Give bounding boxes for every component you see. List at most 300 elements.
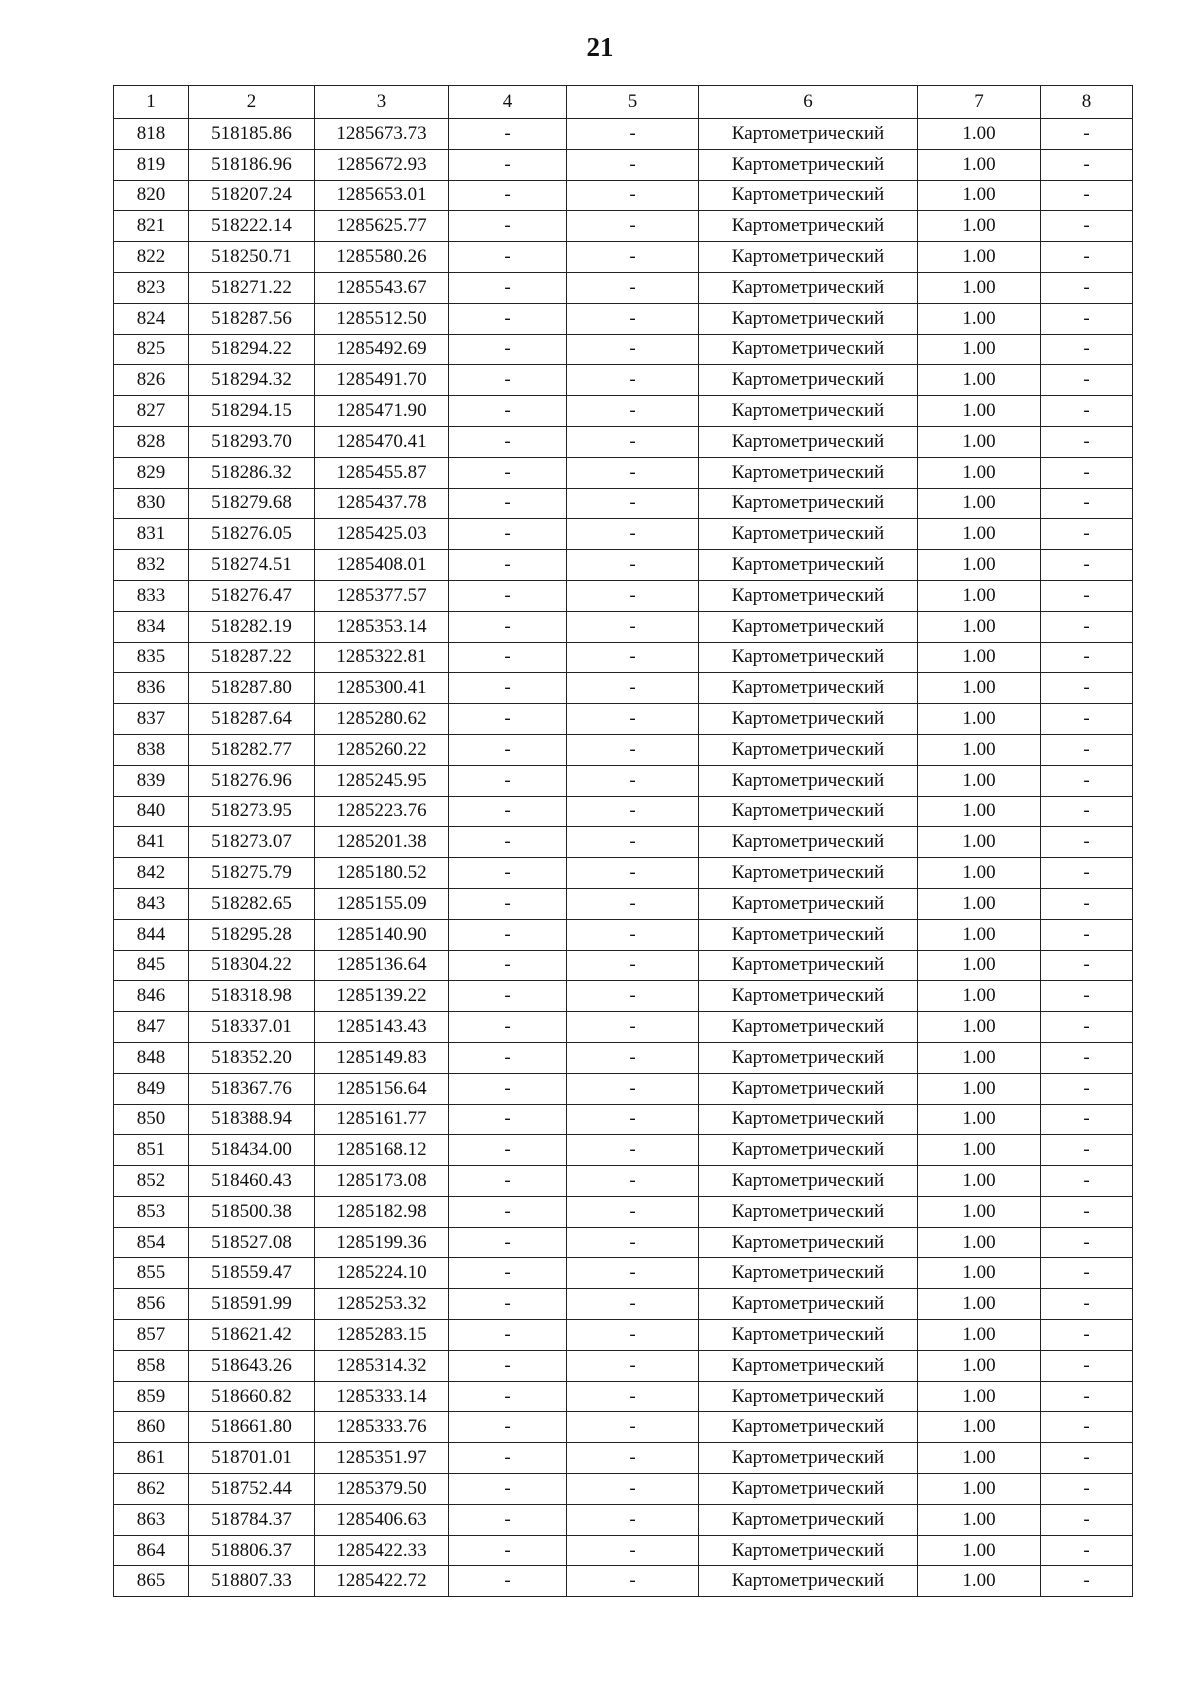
column-8-cell: - (1041, 981, 1133, 1012)
x-coordinate-cell: 518273.07 (189, 827, 315, 858)
table-row (114, 488, 1133, 519)
method-cell: Картометрический (699, 1504, 918, 1535)
accuracy-cell: 1.00 (918, 919, 1041, 950)
method-cell: Картометрический (699, 734, 918, 765)
accuracy-cell: 1.00 (918, 765, 1041, 796)
method-cell: Картометрический (699, 981, 918, 1012)
column-5-cell: - (567, 1504, 699, 1535)
column-5-cell: - (567, 519, 699, 550)
point-number-cell: 859 (114, 1381, 189, 1412)
y-coordinate-cell: 1285224.10 (315, 1258, 449, 1289)
method-cell: Картометрический (699, 211, 918, 242)
column-4-cell: - (449, 1412, 567, 1443)
table-row (114, 796, 1133, 827)
column-5-cell: - (567, 1012, 699, 1043)
column-4-cell: - (449, 827, 567, 858)
column-4-cell: - (449, 1504, 567, 1535)
point-number-cell: 826 (114, 365, 189, 396)
column-8-cell: - (1041, 673, 1133, 704)
y-coordinate-cell: 1285136.64 (315, 950, 449, 981)
column-5-cell: - (567, 550, 699, 581)
y-coordinate-cell: 1285379.50 (315, 1474, 449, 1505)
x-coordinate-cell: 518222.14 (189, 211, 315, 242)
column-5-cell: - (567, 1350, 699, 1381)
column-header: 8 (1041, 86, 1133, 119)
accuracy-cell: 1.00 (918, 1135, 1041, 1166)
column-8-cell: - (1041, 1289, 1133, 1320)
point-number-cell: 854 (114, 1227, 189, 1258)
table-row (114, 1258, 1133, 1289)
column-4-cell: - (449, 180, 567, 211)
point-number-cell: 822 (114, 242, 189, 273)
y-coordinate-cell: 1285156.64 (315, 1073, 449, 1104)
method-cell: Картометрический (699, 396, 918, 427)
accuracy-cell: 1.00 (918, 149, 1041, 180)
method-cell: Картометрический (699, 1166, 918, 1197)
point-number-cell: 846 (114, 981, 189, 1012)
column-5-cell: - (567, 303, 699, 334)
table-row (114, 981, 1133, 1012)
column-5-cell: - (567, 426, 699, 457)
column-5-cell: - (567, 1196, 699, 1227)
header-row (114, 86, 1133, 119)
column-5-cell: - (567, 765, 699, 796)
y-coordinate-cell: 1285260.22 (315, 734, 449, 765)
point-number-cell: 857 (114, 1320, 189, 1351)
method-cell: Картометрический (699, 888, 918, 919)
point-number-cell: 848 (114, 1042, 189, 1073)
x-coordinate-cell: 518660.82 (189, 1381, 315, 1412)
y-coordinate-cell: 1285471.90 (315, 396, 449, 427)
column-5-cell: - (567, 180, 699, 211)
column-8-cell: - (1041, 334, 1133, 365)
accuracy-cell: 1.00 (918, 272, 1041, 303)
column-header: 6 (699, 86, 918, 119)
table-row (114, 950, 1133, 981)
table-body (114, 119, 1133, 1597)
x-coordinate-cell: 518282.19 (189, 611, 315, 642)
column-4-cell: - (449, 1166, 567, 1197)
accuracy-cell: 1.00 (918, 611, 1041, 642)
column-5-cell: - (567, 1474, 699, 1505)
column-5-cell: - (567, 950, 699, 981)
method-cell: Картометрический (699, 550, 918, 581)
point-number-cell: 830 (114, 488, 189, 519)
y-coordinate-cell: 1285543.67 (315, 272, 449, 303)
method-cell: Картометрический (699, 1289, 918, 1320)
accuracy-cell: 1.00 (918, 1258, 1041, 1289)
table-row (114, 765, 1133, 796)
table-row (114, 1166, 1133, 1197)
column-8-cell: - (1041, 1042, 1133, 1073)
accuracy-cell: 1.00 (918, 1381, 1041, 1412)
column-5-cell: - (567, 796, 699, 827)
accuracy-cell: 1.00 (918, 1073, 1041, 1104)
column-4-cell: - (449, 1350, 567, 1381)
table-row (114, 119, 1133, 150)
table-row (114, 827, 1133, 858)
column-5-cell: - (567, 1443, 699, 1474)
method-cell: Картометрический (699, 673, 918, 704)
column-4-cell: - (449, 981, 567, 1012)
column-4-cell: - (449, 1196, 567, 1227)
table-row (114, 1350, 1133, 1381)
y-coordinate-cell: 1285425.03 (315, 519, 449, 550)
column-5-cell: - (567, 334, 699, 365)
point-number-cell: 853 (114, 1196, 189, 1227)
column-5-cell: - (567, 611, 699, 642)
y-coordinate-cell: 1285280.62 (315, 704, 449, 735)
column-4-cell: - (449, 365, 567, 396)
x-coordinate-cell: 518591.99 (189, 1289, 315, 1320)
y-coordinate-cell: 1285140.90 (315, 919, 449, 950)
y-coordinate-cell: 1285672.93 (315, 149, 449, 180)
method-cell: Картометрический (699, 365, 918, 396)
accuracy-cell: 1.00 (918, 1196, 1041, 1227)
point-number-cell: 832 (114, 550, 189, 581)
x-coordinate-cell: 518434.00 (189, 1135, 315, 1166)
accuracy-cell: 1.00 (918, 981, 1041, 1012)
table-row (114, 1535, 1133, 1566)
x-coordinate-cell: 518661.80 (189, 1412, 315, 1443)
point-number-cell: 839 (114, 765, 189, 796)
x-coordinate-cell: 518527.08 (189, 1227, 315, 1258)
table-row (114, 1227, 1133, 1258)
y-coordinate-cell: 1285437.78 (315, 488, 449, 519)
column-8-cell: - (1041, 580, 1133, 611)
table-row (114, 611, 1133, 642)
column-8-cell: - (1041, 950, 1133, 981)
table-row (114, 180, 1133, 211)
accuracy-cell: 1.00 (918, 1535, 1041, 1566)
table-row (114, 888, 1133, 919)
point-number-cell: 833 (114, 580, 189, 611)
method-cell: Картометрический (699, 950, 918, 981)
column-5-cell: - (567, 888, 699, 919)
method-cell: Картометрический (699, 1012, 918, 1043)
column-8-cell: - (1041, 550, 1133, 581)
column-5-cell: - (567, 149, 699, 180)
column-8-cell: - (1041, 919, 1133, 950)
point-number-cell: 818 (114, 119, 189, 150)
column-8-cell: - (1041, 1412, 1133, 1443)
column-8-cell: - (1041, 1258, 1133, 1289)
method-cell: Картометрический (699, 1443, 918, 1474)
column-5-cell: - (567, 1535, 699, 1566)
accuracy-cell: 1.00 (918, 858, 1041, 889)
method-cell: Картометрический (699, 642, 918, 673)
column-5-cell: - (567, 981, 699, 1012)
table-row (114, 365, 1133, 396)
column-4-cell: - (449, 550, 567, 581)
column-8-cell: - (1041, 488, 1133, 519)
point-number-cell: 847 (114, 1012, 189, 1043)
method-cell: Картометрический (699, 1320, 918, 1351)
column-5-cell: - (567, 488, 699, 519)
table-header (114, 86, 1133, 119)
accuracy-cell: 1.00 (918, 1566, 1041, 1597)
y-coordinate-cell: 1285512.50 (315, 303, 449, 334)
accuracy-cell: 1.00 (918, 580, 1041, 611)
column-8-cell: - (1041, 611, 1133, 642)
table-row (114, 149, 1133, 180)
method-cell: Картометрический (699, 858, 918, 889)
y-coordinate-cell: 1285491.70 (315, 365, 449, 396)
point-number-cell: 836 (114, 673, 189, 704)
y-coordinate-cell: 1285333.76 (315, 1412, 449, 1443)
column-8-cell: - (1041, 119, 1133, 150)
column-header: 5 (567, 86, 699, 119)
accuracy-cell: 1.00 (918, 242, 1041, 273)
column-5-cell: - (567, 1412, 699, 1443)
column-5-cell: - (567, 1289, 699, 1320)
method-cell: Картометрический (699, 1227, 918, 1258)
x-coordinate-cell: 518287.22 (189, 642, 315, 673)
x-coordinate-cell: 518279.68 (189, 488, 315, 519)
column-5-cell: - (567, 734, 699, 765)
x-coordinate-cell: 518559.47 (189, 1258, 315, 1289)
table-row (114, 1474, 1133, 1505)
accuracy-cell: 1.00 (918, 1474, 1041, 1505)
table-row (114, 673, 1133, 704)
column-4-cell: - (449, 396, 567, 427)
x-coordinate-cell: 518806.37 (189, 1535, 315, 1566)
column-5-cell: - (567, 396, 699, 427)
accuracy-cell: 1.00 (918, 1166, 1041, 1197)
accuracy-cell: 1.00 (918, 888, 1041, 919)
column-8-cell: - (1041, 303, 1133, 334)
accuracy-cell: 1.00 (918, 519, 1041, 550)
method-cell: Картометрический (699, 426, 918, 457)
column-header: 7 (918, 86, 1041, 119)
point-number-cell: 862 (114, 1474, 189, 1505)
coordinates-table (113, 85, 1133, 1597)
column-8-cell: - (1041, 457, 1133, 488)
column-5-cell: - (567, 827, 699, 858)
table-row (114, 272, 1133, 303)
x-coordinate-cell: 518294.15 (189, 396, 315, 427)
point-number-cell: 827 (114, 396, 189, 427)
column-5-cell: - (567, 642, 699, 673)
point-number-cell: 819 (114, 149, 189, 180)
column-4-cell: - (449, 1443, 567, 1474)
column-4-cell: - (449, 211, 567, 242)
table-row (114, 1073, 1133, 1104)
table-row (114, 334, 1133, 365)
accuracy-cell: 1.00 (918, 180, 1041, 211)
column-4-cell: - (449, 888, 567, 919)
column-5-cell: - (567, 457, 699, 488)
column-4-cell: - (449, 796, 567, 827)
point-number-cell: 851 (114, 1135, 189, 1166)
accuracy-cell: 1.00 (918, 365, 1041, 396)
point-number-cell: 820 (114, 180, 189, 211)
column-5-cell: - (567, 1166, 699, 1197)
point-number-cell: 860 (114, 1412, 189, 1443)
point-number-cell: 831 (114, 519, 189, 550)
accuracy-cell: 1.00 (918, 426, 1041, 457)
method-cell: Картометрический (699, 1381, 918, 1412)
y-coordinate-cell: 1285673.73 (315, 119, 449, 150)
column-4-cell: - (449, 1258, 567, 1289)
x-coordinate-cell: 518337.01 (189, 1012, 315, 1043)
column-4-cell: - (449, 303, 567, 334)
y-coordinate-cell: 1285353.14 (315, 611, 449, 642)
column-4-cell: - (449, 334, 567, 365)
y-coordinate-cell: 1285149.83 (315, 1042, 449, 1073)
accuracy-cell: 1.00 (918, 1443, 1041, 1474)
table-row (114, 734, 1133, 765)
table-row (114, 919, 1133, 950)
method-cell: Картометрический (699, 1258, 918, 1289)
column-8-cell: - (1041, 180, 1133, 211)
x-coordinate-cell: 518500.38 (189, 1196, 315, 1227)
x-coordinate-cell: 518273.95 (189, 796, 315, 827)
column-5-cell: - (567, 580, 699, 611)
column-4-cell: - (449, 242, 567, 273)
accuracy-cell: 1.00 (918, 211, 1041, 242)
column-4-cell: - (449, 457, 567, 488)
column-8-cell: - (1041, 396, 1133, 427)
method-cell: Картометрический (699, 1135, 918, 1166)
column-8-cell: - (1041, 642, 1133, 673)
column-4-cell: - (449, 519, 567, 550)
y-coordinate-cell: 1285455.87 (315, 457, 449, 488)
accuracy-cell: 1.00 (918, 1012, 1041, 1043)
page-number: 21 (586, 32, 614, 62)
y-coordinate-cell: 1285182.98 (315, 1196, 449, 1227)
table-row (114, 550, 1133, 581)
column-4-cell: - (449, 1381, 567, 1412)
y-coordinate-cell: 1285580.26 (315, 242, 449, 273)
column-5-cell: - (567, 1381, 699, 1412)
column-4-cell: - (449, 149, 567, 180)
y-coordinate-cell: 1285422.33 (315, 1535, 449, 1566)
column-4-cell: - (449, 734, 567, 765)
column-8-cell: - (1041, 888, 1133, 919)
y-coordinate-cell: 1285199.36 (315, 1227, 449, 1258)
x-coordinate-cell: 518643.26 (189, 1350, 315, 1381)
point-number-cell: 856 (114, 1289, 189, 1320)
column-4-cell: - (449, 488, 567, 519)
method-cell: Картометрический (699, 1196, 918, 1227)
column-8-cell: - (1041, 242, 1133, 273)
y-coordinate-cell: 1285161.77 (315, 1104, 449, 1135)
column-8-cell: - (1041, 272, 1133, 303)
column-header: 2 (189, 86, 315, 119)
method-cell: Картометрический (699, 242, 918, 273)
column-8-cell: - (1041, 704, 1133, 735)
table-row (114, 1504, 1133, 1535)
x-coordinate-cell: 518752.44 (189, 1474, 315, 1505)
point-number-cell: 863 (114, 1504, 189, 1535)
column-4-cell: - (449, 1474, 567, 1505)
column-8-cell: - (1041, 365, 1133, 396)
method-cell: Картометрический (699, 580, 918, 611)
y-coordinate-cell: 1285223.76 (315, 796, 449, 827)
x-coordinate-cell: 518276.47 (189, 580, 315, 611)
column-4-cell: - (449, 1227, 567, 1258)
point-number-cell: 842 (114, 858, 189, 889)
column-8-cell: - (1041, 1135, 1133, 1166)
column-4-cell: - (449, 1073, 567, 1104)
y-coordinate-cell: 1285653.01 (315, 180, 449, 211)
table-row (114, 580, 1133, 611)
column-8-cell: - (1041, 1012, 1133, 1043)
point-number-cell: 849 (114, 1073, 189, 1104)
method-cell: Картометрический (699, 334, 918, 365)
y-coordinate-cell: 1285408.01 (315, 550, 449, 581)
method-cell: Картометрический (699, 611, 918, 642)
accuracy-cell: 1.00 (918, 1320, 1041, 1351)
method-cell: Картометрический (699, 149, 918, 180)
method-cell: Картометрический (699, 272, 918, 303)
column-5-cell: - (567, 1566, 699, 1597)
x-coordinate-cell: 518294.22 (189, 334, 315, 365)
column-4-cell: - (449, 858, 567, 889)
method-cell: Картометрический (699, 119, 918, 150)
column-8-cell: - (1041, 1566, 1133, 1597)
column-5-cell: - (567, 1073, 699, 1104)
accuracy-cell: 1.00 (918, 488, 1041, 519)
y-coordinate-cell: 1285180.52 (315, 858, 449, 889)
column-4-cell: - (449, 119, 567, 150)
column-5-cell: - (567, 1042, 699, 1073)
column-4-cell: - (449, 1535, 567, 1566)
column-4-cell: - (449, 765, 567, 796)
column-8-cell: - (1041, 1535, 1133, 1566)
table-row (114, 211, 1133, 242)
column-4-cell: - (449, 673, 567, 704)
method-cell: Картометрический (699, 1073, 918, 1104)
y-coordinate-cell: 1285201.38 (315, 827, 449, 858)
x-coordinate-cell: 518282.77 (189, 734, 315, 765)
y-coordinate-cell: 1285322.81 (315, 642, 449, 673)
accuracy-cell: 1.00 (918, 642, 1041, 673)
x-coordinate-cell: 518185.86 (189, 119, 315, 150)
column-5-cell: - (567, 919, 699, 950)
x-coordinate-cell: 518318.98 (189, 981, 315, 1012)
column-8-cell: - (1041, 1166, 1133, 1197)
column-5-cell: - (567, 673, 699, 704)
column-4-cell: - (449, 1320, 567, 1351)
accuracy-cell: 1.00 (918, 119, 1041, 150)
point-number-cell: 843 (114, 888, 189, 919)
table-row (114, 1443, 1133, 1474)
column-8-cell: - (1041, 1381, 1133, 1412)
y-coordinate-cell: 1285470.41 (315, 426, 449, 457)
point-number-cell: 825 (114, 334, 189, 365)
x-coordinate-cell: 518352.20 (189, 1042, 315, 1073)
x-coordinate-cell: 518621.42 (189, 1320, 315, 1351)
x-coordinate-cell: 518186.96 (189, 149, 315, 180)
table-row (114, 858, 1133, 889)
column-8-cell: - (1041, 1196, 1133, 1227)
table-row (114, 242, 1133, 273)
accuracy-cell: 1.00 (918, 457, 1041, 488)
point-number-cell: 841 (114, 827, 189, 858)
point-number-cell: 844 (114, 919, 189, 950)
column-8-cell: - (1041, 1504, 1133, 1535)
method-cell: Картометрический (699, 488, 918, 519)
column-5-cell: - (567, 1320, 699, 1351)
column-4-cell: - (449, 704, 567, 735)
x-coordinate-cell: 518274.51 (189, 550, 315, 581)
x-coordinate-cell: 518293.70 (189, 426, 315, 457)
x-coordinate-cell: 518287.80 (189, 673, 315, 704)
method-cell: Картометрический (699, 827, 918, 858)
table-row (114, 1196, 1133, 1227)
